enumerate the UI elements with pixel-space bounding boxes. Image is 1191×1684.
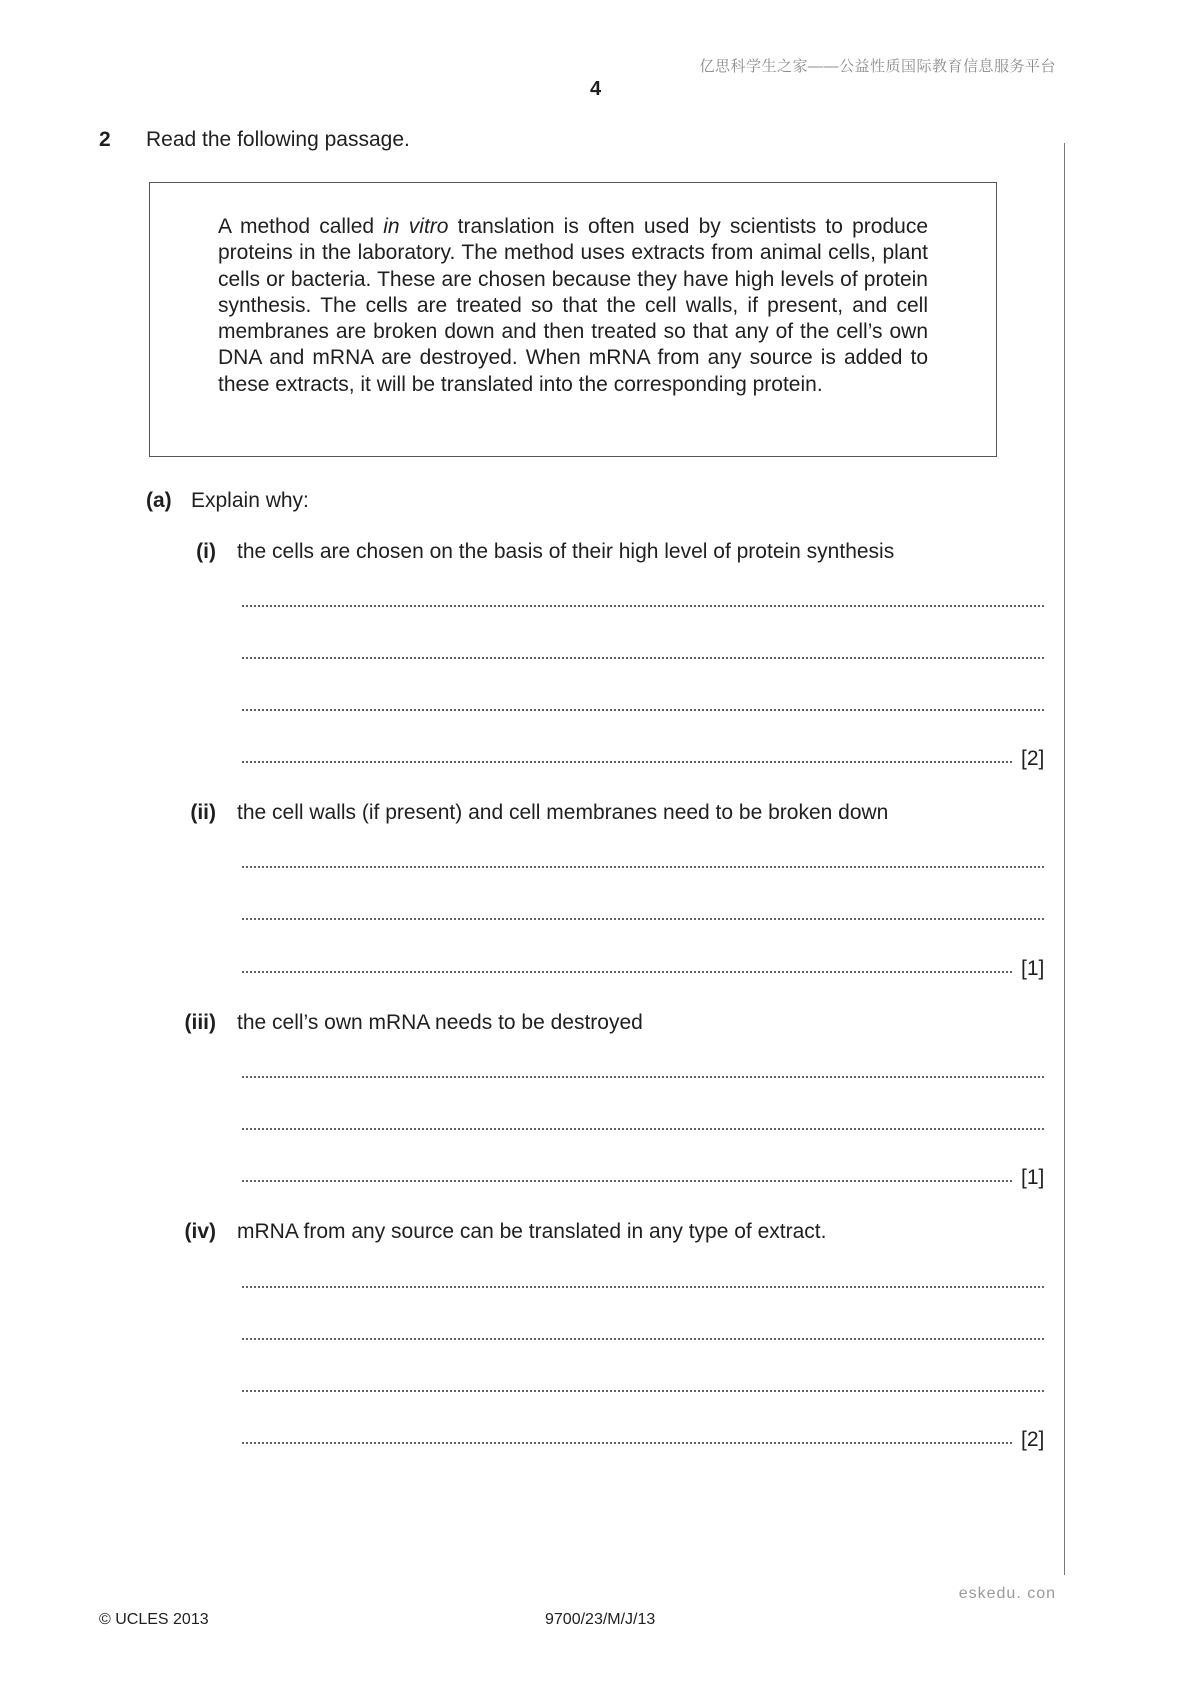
subpart-ii-label: (ii) [190,801,216,824]
answer-line-i-4[interactable] [241,761,1014,763]
answer-line-iii-2[interactable] [241,1128,1044,1130]
answer-line-iv-1[interactable] [241,1286,1044,1288]
answer-line-ii-3[interactable] [241,971,1014,973]
answer-line-iv-3[interactable] [241,1390,1044,1392]
answer-line-ii-1[interactable] [241,866,1044,868]
subpart-ii-text: the cell walls (if present) and cell membranes need to be broken down [237,801,889,824]
subpart-iii-text: the cell’s own mRNA needs to be destroyed [237,1011,643,1034]
answer-line-iii-3[interactable] [241,1180,1014,1182]
subpart-iii-label: (iii) [184,1011,216,1034]
passage-text [218,214,928,398]
subpart-i-label: (i) [196,540,216,563]
marks-iv: [2] [1021,1428,1045,1451]
page-number: 4 [589,78,602,100]
answer-line-i-1[interactable] [241,605,1044,607]
answer-line-iv-4[interactable] [241,1442,1014,1444]
answer-line-iii-1[interactable] [241,1076,1044,1078]
site-watermark: eskedu. con [958,1585,1056,1602]
marks-i: [2] [1021,747,1045,770]
header-watermark: 亿思科学生之家——公益性质国际教育信息服务平台 [699,58,1056,75]
passage-italic-term: in vitro [383,215,449,238]
subpart-i-text: the cells are chosen on the basis of their high level of protein synthesis [237,540,895,563]
answer-line-iv-2[interactable] [241,1338,1044,1340]
footer-paper-code: 9700/23/M/J/13 [545,1611,656,1628]
footer-copyright: © UCLES 2013 [99,1611,209,1628]
part-a-label: (a) [146,489,172,512]
answer-line-i-3[interactable] [241,709,1044,711]
question-number: 2 [99,128,111,151]
subpart-iv-text: mRNA from any source can be translated in any type of extract. [237,1220,827,1243]
passage-text-rest: translation is often used by scientists to produce proteins in the laboratory. The method uses extracts from animal cells, plant cells or bacteria. These are chosen because they have high levels of protein synthesis. The cells are treated so that the cell walls, if present, and cell membranes are broken down and then treated so that any of the cell’s own DNA and mRNA are destroyed. When mRNA from any source is added to these extracts, it will be translated into the corresponding protein. [218,215,929,396]
answer-line-ii-2[interactable] [241,918,1044,920]
marks-ii: [1] [1021,957,1045,980]
question-intro: Read the following passage. [146,128,410,151]
subpart-iv-label: (iv) [184,1220,216,1243]
part-a-prompt: Explain why: [191,489,309,512]
passage-text-start: A method called [218,215,384,238]
marks-iii: [1] [1021,1166,1045,1189]
answer-line-i-2[interactable] [241,657,1044,659]
margin-line [1064,143,1065,1575]
